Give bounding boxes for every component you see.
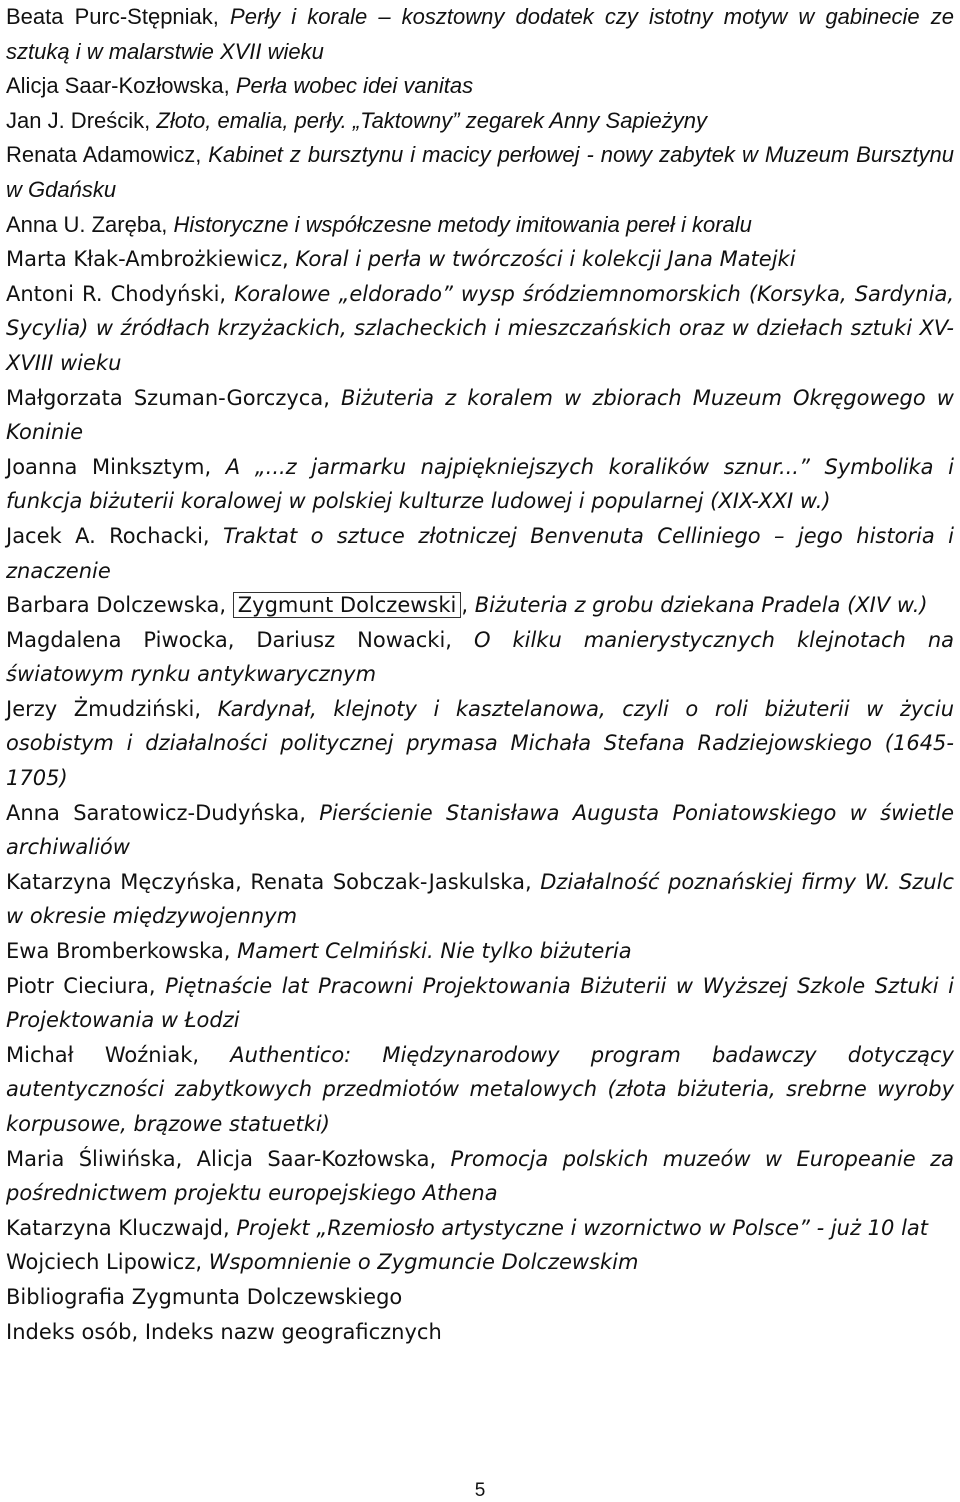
toc-entry — [6, 104, 954, 139]
entry-author: Katarzyna Kluczwajd, — [6, 1215, 237, 1240]
entry-author: Ewa Bromberkowska, — [6, 939, 238, 964]
entry-author: Wojciech Lipowicz, — [6, 1250, 209, 1275]
page-number: 5 — [474, 1480, 486, 1501]
toc-entry — [6, 865, 954, 934]
entry-title: Biżuteria z grobu dziekana Pradela (XIV w.) — [474, 593, 928, 618]
entry-author: Indeks osób, Indeks nazw geograficznych — [6, 1319, 442, 1344]
boxed-author: Zygmunt Dolczewski — [233, 592, 462, 618]
toc-entry — [6, 934, 954, 969]
entry-title: Złoto, emalia, perły. „Taktowny” zegarek Anny Sapieżyny — [156, 107, 708, 133]
entry-title: A „...z jarmarku najpiękniejszych koralików sznur...” Symbolika i funkcja biżuterii koralowej w polskiej kulturze ludowej i popularnej (XIX-XXI w.) — [6, 454, 954, 514]
toc-entry — [6, 588, 954, 623]
toc-entry — [6, 69, 954, 104]
entry-title: Kabinet z bursztynu i macicy perłowej - nowy zabytek w Muzeum Bursztynu w Gdańsku — [6, 142, 954, 202]
entry-title: Traktat o sztuce złotniczej Benvenuta Celliniego – jego historia i znaczenie — [6, 523, 954, 583]
entry-author: Magdalena Piwocka, Dariusz Nowacki, — [6, 627, 474, 652]
entry-title: Wspomnienie o Zygmuncie Dolczewskim — [208, 1250, 639, 1275]
toc-entry — [6, 208, 954, 243]
entry-title: Biżuteria z koralem w zbiorach Muzeum Okręgowego w Koninie — [6, 385, 954, 445]
entry-author: Jerzy Żmudziński, — [6, 696, 218, 721]
entry-author: Marta Kłak-Ambrożkiewicz, — [6, 247, 296, 272]
entry-title: Projekt „Rzemiosło artystyczne i wzornictwo w Polsce” - już 10 lat — [236, 1215, 929, 1240]
toc-entry — [6, 138, 954, 207]
toc-entry — [6, 242, 954, 277]
entry-author: Anna U. Zaręba, — [6, 211, 174, 237]
entry-title: Kardynał, klejnoty i kasztelanowa, czyli o roli biżuterii w życiu osobistym i działalności politycznej prymasa Michała Stefana Radziejowskiego (1645-1705) — [6, 696, 954, 791]
entry-author: Anna Saratowicz-Dudyńska, — [6, 800, 320, 825]
entry-title: Piętnaście lat Pracowni Projektowania Biżuterii w Wyższej Szkole Sztuki i Projektowania w Łodzi — [6, 973, 954, 1033]
toc-entry — [6, 796, 954, 865]
entry-title: Perła wobec idei vanitas — [235, 73, 474, 99]
entry-separator: , — [461, 593, 475, 618]
toc-entry — [6, 1142, 954, 1211]
entry-author: Jacek A. Rochacki, — [6, 523, 223, 548]
entry-title: Authentico: Międzynarodowy program badawczy dotyczący autentyczności zabytkowych przedmiotów metalowych (złota biżuteria, srebrne wyroby korpusowe, brązowe statuetki) — [6, 1042, 954, 1136]
entry-title: Promocja polskich muzeów w Europeanie za pośrednictwem projektu europejskiego Athena — [6, 1146, 954, 1206]
toc-entry — [6, 381, 954, 450]
entry-title: Działalność poznańskiej firmy W. Szulc w okresie międzywojennym — [6, 869, 954, 929]
entry-title: Pierścienie Stanisława Augusta Poniatowskiego w świetle archiwaliów — [6, 800, 955, 860]
entry-author: Piotr Cieciura, — [6, 973, 166, 998]
entry-title: O kilku manierystycznych klejnotach na światowym rynku antykwarycznym — [6, 627, 954, 687]
toc-entry — [6, 692, 954, 796]
toc-entry — [6, 1245, 954, 1280]
table-of-contents — [6, 0, 954, 1349]
entry-author: Beata Purc-Stępniak, — [6, 4, 231, 29]
entry-author: Renata Adamowicz, — [6, 142, 209, 168]
toc-entry — [6, 1211, 954, 1246]
entry-title: Koral i perła w twórczości i kolekcji Jana Matejki — [295, 247, 796, 272]
entry-author: Maria Śliwińska, Alicja Saar-Kozłowska, — [6, 1146, 451, 1171]
toc-entry — [6, 277, 954, 381]
entry-title: Historyczne i współczesne metody imitowania pereł i koralu — [173, 211, 752, 237]
entry-title: Koralowe „eldorado” wysp śródziemnomorskich (Korsyka, Sardynia, Sycylia) w źródłach krzyżackich, szlacheckich i mieszczańskich oraz w dziełach sztuki XV-XVIII wieku — [6, 281, 954, 375]
entry-author: Jan J. Dreścik, — [6, 107, 157, 133]
toc-entry — [6, 969, 954, 1038]
toc-entry — [6, 1315, 954, 1350]
entry-author: Alicja Saar-Kozłowska, — [6, 73, 236, 99]
toc-entry — [6, 1280, 954, 1315]
entry-author: Joanna Minksztym, — [6, 454, 226, 479]
toc-entry — [6, 623, 954, 692]
entry-title: Mamert Celmiński. Nie tylko biżuteria — [237, 939, 632, 964]
entry-author: Michał Woźniak, — [6, 1042, 231, 1067]
entry-author: Antoni R. Chodyński, — [6, 281, 235, 306]
toc-entry — [6, 519, 954, 588]
entry-title: Perły i korale – kosztowny dodatek czy istotny motyw w gabinecie ze sztuką i w malarstwie XVII wieku — [6, 4, 954, 64]
entry-author: Małgorzata Szuman-Gorczyca, — [6, 385, 341, 410]
toc-entry — [6, 0, 954, 69]
toc-entry — [6, 1038, 954, 1142]
entry-author: Barbara Dolczewska, — [6, 593, 233, 618]
entry-author: Katarzyna Męczyńska, Renata Sobczak-Jaskulska, — [6, 869, 541, 894]
entry-author: Bibliografia Zygmunta Dolczewskiego — [6, 1284, 403, 1309]
toc-entry — [6, 450, 954, 519]
